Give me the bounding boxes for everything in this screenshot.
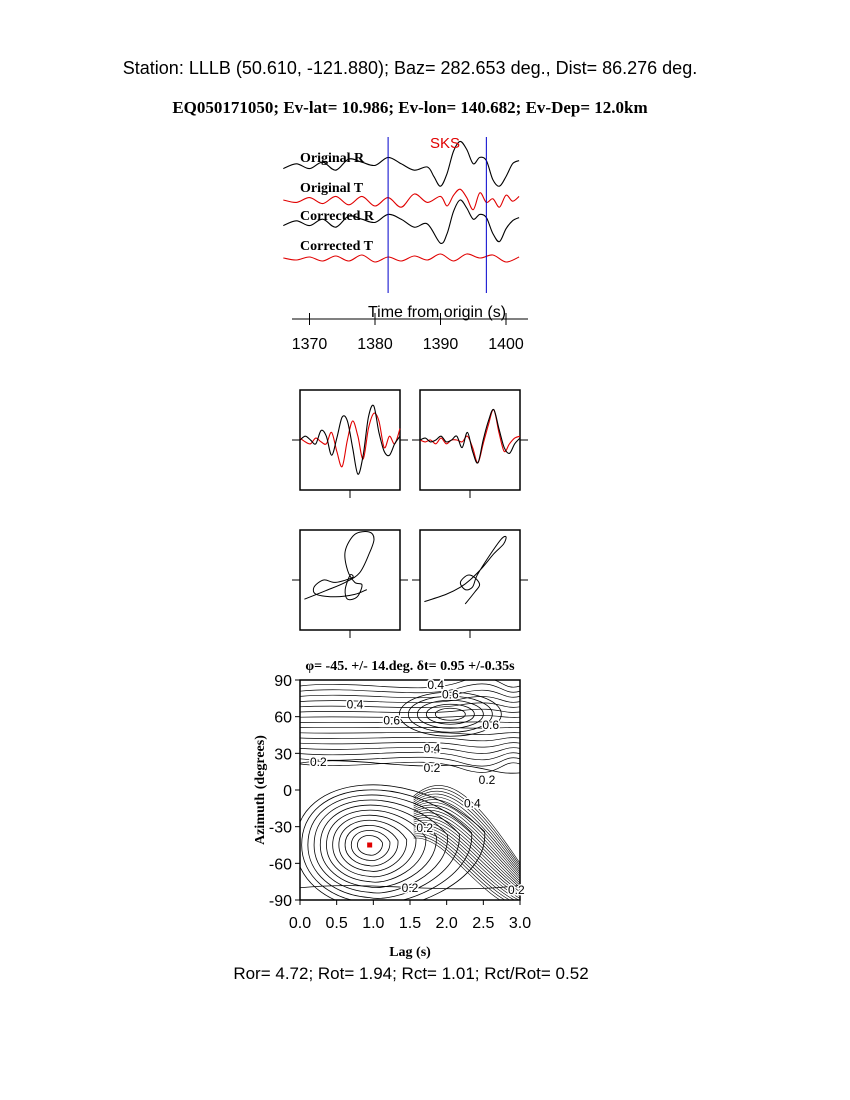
azimuth-tick-label-30: 30 bbox=[274, 746, 292, 764]
contour-label-7: 0.2 bbox=[423, 761, 441, 775]
contour-fan-19 bbox=[414, 834, 520, 905]
particle-motion-original-panel bbox=[292, 530, 408, 638]
contour-ring-lower-4 bbox=[339, 820, 407, 871]
lag-tick-label-3.0: 3.0 bbox=[508, 915, 532, 932]
lag-tick-label-2.5: 2.5 bbox=[472, 915, 495, 932]
contour-fan-15 bbox=[414, 825, 520, 897]
time-tick-label-1380: 1380 bbox=[357, 336, 393, 353]
contour-label-11: 0.2 bbox=[401, 880, 419, 895]
time-axis-label: Time from origin (s) bbox=[367, 304, 507, 321]
trace-corrected-t bbox=[283, 254, 519, 262]
contour-label-10: 0.2 bbox=[416, 820, 434, 835]
contour-label-9: 0.4 bbox=[463, 796, 481, 811]
contour-lines bbox=[295, 678, 520, 910]
best-fit-marker bbox=[367, 843, 372, 848]
contour-label-12: 0.2 bbox=[507, 883, 525, 898]
time-tick-label-1400: 1400 bbox=[488, 336, 524, 353]
contour-ring-lower-9 bbox=[308, 795, 460, 898]
time-tick-label-1370: 1370 bbox=[291, 336, 328, 353]
contour-label-1: 0.6 bbox=[383, 713, 401, 728]
contour-fan-6 bbox=[414, 802, 520, 876]
contour-label-4: 0.6 bbox=[482, 718, 500, 733]
contour-label-8: 0.2 bbox=[478, 773, 496, 788]
lag-axis-label: Lag (s) bbox=[389, 945, 431, 960]
contour-peak-2 bbox=[426, 704, 474, 724]
azimuth-tick-label-90: 90 bbox=[274, 673, 292, 690]
windowed-corrected-panel bbox=[412, 390, 528, 498]
waveform-r bbox=[420, 409, 520, 463]
ratio-summary: Ror= 4.72; Rot= 1.94; Rct= 1.01; Rct/Rot= 0.52 bbox=[233, 964, 589, 983]
contour-upper-11 bbox=[300, 742, 520, 747]
trace-label-corrected-t: Corrected T bbox=[300, 239, 373, 254]
contour-label-0: 0.4 bbox=[346, 697, 364, 712]
contour-ring-lower-8 bbox=[314, 800, 448, 893]
contour-upper-1 bbox=[300, 684, 520, 693]
lag-tick-label-2.0: 2.0 bbox=[435, 915, 458, 932]
lag-tick-label-0.0: 0.0 bbox=[288, 915, 312, 932]
trace-label-original-r: Original R bbox=[300, 151, 365, 166]
event-info-title: EQ050171050; Ev-lat= 10.986; Ev-lon= 140.682; Ev-Dep= 12.0km bbox=[172, 98, 648, 117]
panel-frame bbox=[300, 390, 400, 490]
contour-label-3: 0.6 bbox=[441, 687, 459, 702]
contour-upper-0 bbox=[300, 678, 520, 688]
contour-upper-15 bbox=[300, 762, 520, 772]
contour-upper-9 bbox=[300, 732, 520, 734]
phase-label-sks: SKS bbox=[430, 135, 461, 152]
azimuth-axis-label: Azimuth (degrees) bbox=[253, 735, 268, 845]
contour-peak-1 bbox=[435, 708, 465, 720]
contour-label-2: 0.4 bbox=[427, 677, 445, 692]
contour-label-6: 0.2 bbox=[309, 754, 327, 769]
waveform-t bbox=[300, 413, 400, 467]
station-info-title: Station: LLLB (50.610, -121.880); Baz= 282.653 deg., Dist= 86.276 deg. bbox=[122, 58, 698, 78]
azimuth-tick-label--30: -30 bbox=[268, 819, 292, 837]
contour-panel bbox=[295, 678, 520, 910]
contour-upper-14 bbox=[300, 757, 520, 766]
trace-label-corrected-r: Corrected R bbox=[300, 209, 374, 224]
azimuth-tick-label-60: 60 bbox=[274, 709, 292, 727]
lag-tick-label-1.0: 1.0 bbox=[362, 915, 385, 932]
particle-motion-corrected-panel bbox=[412, 530, 528, 638]
azimuth-tick-label-0: 0 bbox=[283, 783, 292, 800]
waveform-t bbox=[420, 409, 520, 462]
azimuth-axis-ticks bbox=[269, 673, 300, 910]
lag-tick-label-1.5: 1.5 bbox=[398, 915, 422, 932]
contour-ring-lower-7 bbox=[320, 805, 436, 888]
azimuth-tick-label--90: -90 bbox=[268, 893, 292, 910]
contour-label-5: 0.4 bbox=[423, 741, 441, 756]
particle-motion-path bbox=[424, 536, 506, 604]
contour-upper-10 bbox=[300, 737, 520, 740]
windowed-original-panel bbox=[292, 390, 408, 498]
lag-tick-label-0.5: 0.5 bbox=[325, 915, 348, 932]
lag-axis-ticks bbox=[289, 900, 531, 932]
particle-motion-path bbox=[304, 532, 374, 600]
trace-label-original-t: Original T bbox=[300, 181, 364, 196]
contour-ring-lower-11 bbox=[295, 785, 484, 909]
contour-fan-7 bbox=[414, 805, 520, 879]
waveform-r bbox=[300, 405, 400, 474]
grid-search-title: φ= -45. +/- 14.deg. δt= 0.95 +/-0.35s bbox=[305, 659, 515, 674]
time-tick-label-1390: 1390 bbox=[422, 336, 459, 353]
azimuth-tick-label--60: -60 bbox=[268, 856, 292, 874]
contour-labels bbox=[310, 678, 525, 897]
